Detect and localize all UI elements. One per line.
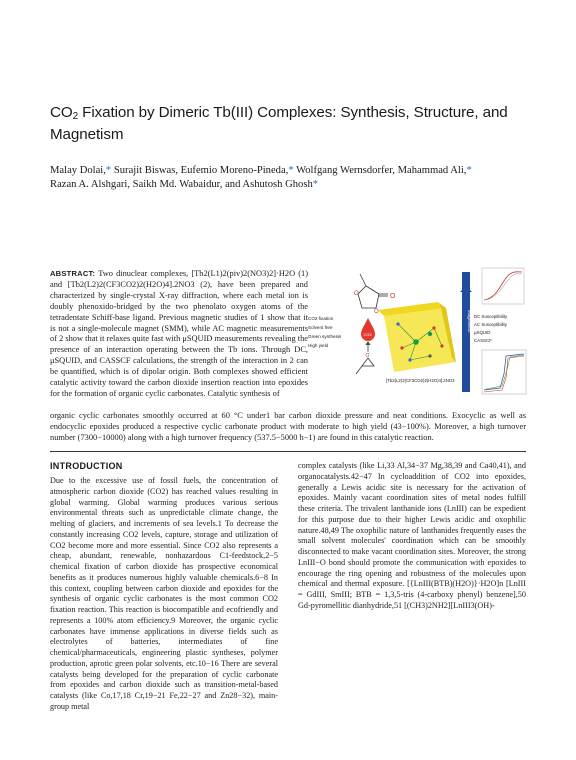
- toc-right-bullet-1: DC Susceptibility: [474, 314, 508, 319]
- section-divider: [50, 451, 526, 452]
- cyclic-carbonate-structure: [358, 286, 388, 308]
- toc-right-bullet-4: CASSCF: [474, 338, 492, 343]
- section-heading-introduction: INTRODUCTION: [50, 461, 123, 471]
- crystal-structure-image: [378, 302, 456, 372]
- abstract-continuation: organic cyclic carbonates smoothly occurred at 60 °C under1 bar carbon dioxide pressure and neat conditions. Exocyclic as well as endocyclic epoxides produced a respective cyclic carbonate product with moderate to high yield (43−100%). Moreover, a high turnover number (7300−10000) along with a high turnover frequency (537.5−5000 h−1) are found in this catalytic reaction.: [50, 411, 526, 442]
- epoxide-structure: [356, 358, 374, 374]
- magnetism-bar-label: Magnetism: [467, 310, 472, 333]
- abstract: [50, 269, 308, 400]
- intro-left-column: Due to the excessive use of fossil fuels, the concentration of atmospheric carbon dioxide (CO2) has reached values resulting in global warming. Global warming produces various serious environmental threats such as unpredictable climate change, the melting of glaciers, and increments of sea levels.1 To decrease the constantly increasing CO2 levels, capture, storage and utilization of CO2 become more and more essential. Since CO2 also represents a cheap, abundant, renewable, nonhazardous C1-feedstock,2−5 chemical fixation of carbon dioxide has prospective economical benefits as it produces numerous highly valuable chemicals.6−8 In this context, coupling between carbon dioxide and epoxides for the synthesis of organic cyclic carbonates is the most common CO2 fixation reaction. This reaction is biocompatible and ecofriendly and represents a 100% atom efficiency.9 Moreover, the organic cyclic carbonates have immense applications in diverse fields such as electrolytes of batteries, intermediates of fine chemical/pharmaceuticals, engineering plastic syntheses, polymer production, aprotic green polar solvents, etc.10−16 There are several catalysts being developed for the preparation of cyclic carbonate from epoxides and carbon dioxide such as transition-metal-based catalysts (like Co,17,18 Cr,19−21 Fe,22−27 and Zn28−32), main-group metal: [50, 476, 278, 711]
- toc-graphic: [306, 262, 528, 412]
- author-list: [50, 164, 530, 192]
- co2-drop-icon: [361, 318, 375, 341]
- intro-right-column: complex catalysts (like Li,33 Al,34−37 Mg,38,39 and Ca40,41), and organocatalysts.42−47 In cycloaddition of CO2 into epoxides, generally a Lewis acidic site is necessary for the activation of epoxides. Mainly vacant coordination sites of metal nodes fulfill these criteria. The trivalent lanthanide ions (LnIII) can be expedient for this purpose due to their higher Lewis acidic and oxophilic nature.48,49 The oxophilic nature of lanthanides frequently eases the small solvent molecules' coordination which can be smoothly disconnected to make vacant coordination sites. Moreover, the strong LnIII−O bond should promote the communication with epoxides to encourage the ring opening and robustness of the molecules upon chemical and thermal exposure. [{LnIII(BTB)(H2O)}·H2O]n [LnIII = GdIII, SmIII; BTB = 1,3,5-tris (4-carboxy phenyl) benzene],50 Gd-pyromellitic dianhydride,51 [(CH3)2NH2][LnIII3(OH)-: [298, 461, 526, 610]
- author-line-1: Malay Dolai,* Surajit Biswas, Eufemio Moreno-Pineda,* Wolfgang Wernsdorfer, Mahammad Ali,*: [50, 165, 472, 176]
- svg-text:O: O: [390, 293, 396, 300]
- toc-right-bullet-2: AC Susceptibility: [474, 322, 507, 327]
- article-title: $CO_2$ Fixation by Dimeric Tb(III) Complexes: Synthesis, Structure, and Magnetism: [50, 104, 508, 143]
- svg-text:O: O: [374, 309, 379, 315]
- susceptibility-plot: [482, 268, 524, 304]
- author-line-2: Razan A. Alshgari, Saikh Md. Wabaidur, and Ashutosh Ghosh*: [50, 179, 319, 190]
- toc-left-bullet-1: CO2 fixation: [308, 316, 334, 321]
- toc-formula: [Tb2(L2)2(CF3CO2)2(H2O)4].2NO3: [386, 378, 455, 383]
- svg-text:O: O: [365, 353, 370, 359]
- svg-text:O: O: [354, 291, 359, 297]
- toc-left-bullet-4: High yield: [308, 343, 329, 348]
- co2-drop-label: CO2: [363, 332, 372, 337]
- toc-left-bullet-2: Solvent free: [308, 325, 333, 330]
- hysteresis-plot: [482, 350, 526, 394]
- abstract-text: Two dinuclear complexes, [Tb2(L1)2(piv)2(NO3)2]·H2O (1) and [Tb2(L2)2(CF3CO2)2(H2O)4].2NO3 (2), have been prepared and characterized by single-crystal X-ray diffraction, where each metal ion is doubly phenoxido-bridged by the two phenolato oxygen atoms of the tetradentate Schiff-base ligand. Previous magnetic studies of 1 show that it is not a single-molecule magnet (SMM), while AC magnetic measurements of 2 show that it relaxes quite fast with μSQUID measurements revealing the presence of an interaction operating between the Tb ions. Through DC, μSQUID, and CASSCF calculations, the strength of the interaction in 2 can be quantified, which is of dipolar origin. Both complexes showed efficient catalytic activity toward the carbon dioxide insertion reaction into epoxides for the formation of organic cyclic carbonates. Catalytic synthesis of: [50, 269, 309, 398]
- abstract-label: ABSTRACT:: [50, 269, 96, 278]
- toc-right-bullet-3: μSQUID: [474, 330, 491, 335]
- toc-left-bullet-3: Green synthesis: [308, 334, 342, 339]
